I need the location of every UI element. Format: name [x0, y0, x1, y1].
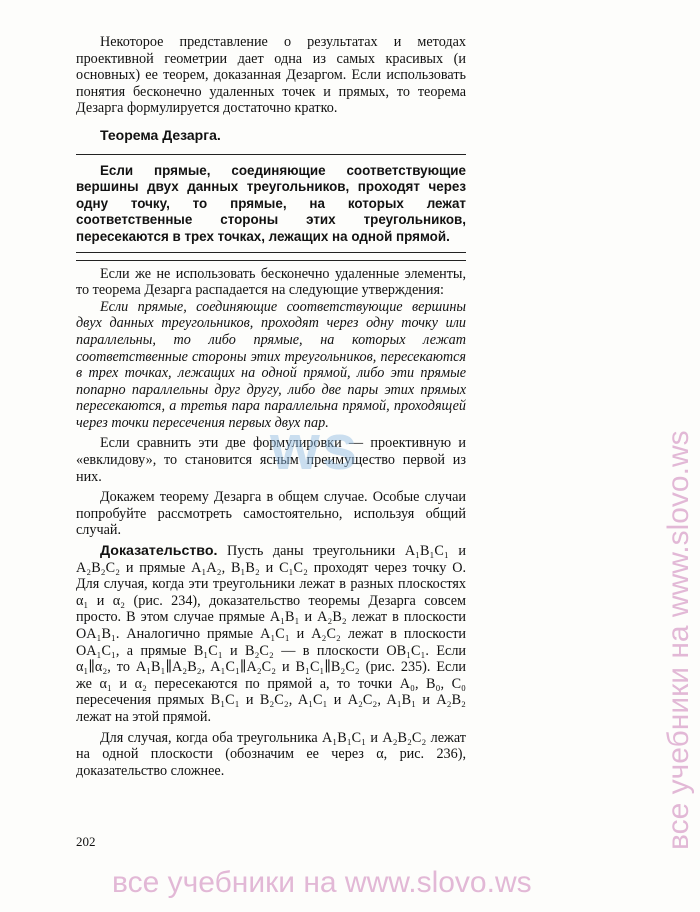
theorem-box [76, 154, 466, 253]
intro-paragraph: Некоторое представление о результатах и методах проективной геометрии дает одна из самых красивых (и основных) ее теорем, доказанная Дезаргом. Если использовать понятия бесконечно удаленных точек и прямых, то теорема Дезарга формулируется достаточно кратко. [76, 34, 466, 117]
split-statement: Если прямые, соединяющие соответствующие вершины двух данных треугольников, проходят через одну точку или параллельны, то либо прямые, на которых лежат соответственные стороны этих треугольников, пересекаются в трех точках, лежащих на одной прямой, либо эти прямые попарно параллельны друг другу, либо две пары этих прямых пересекаются, а третья пара параллельна прямой, проходящей через точки пересечения первых двух пар. [76, 298, 466, 431]
watermark-bottom: все учебники на www.slovo.ws [112, 866, 532, 899]
watermark-center: ws [270, 411, 360, 483]
general-case-paragraph: Докажем теорему Дезарга в общем случае. Особые случаи попробуйте рассмотреть самостоятельно, используя общий случай. [76, 489, 466, 539]
proof-text: Пусть даны треугольники A₁B₁C₁ и A₂B₂C₂ и прямые A₁A₂, B₁B₂ и C₁C₂ проходят через точку O. Для случая, когда эти треугольники лежат в разных плоскостях α₁ и α₂ (рис. 234), доказательство теоремы Дезарга совсем просто. В этом случае прямые A₁B₁ и A₂B₂ лежат в плоскости OA₁B₁. Аналогично прямые A₁C₁ и A₂C₂ лежат в плоскости OA₁C₁, а прямые B₁C₁ и B₂C₂ — в плоскости OB₁C₁. Если α₁∥α₂, то A₁B₁∥A₂B₂, A₁C₁∥A₂C₂ и B₁C₁∥B₂C₂ (рис. 235). Если же α₁ и α₂ пересекаются по прямой a, то точки A₀, B₀, C₀ пересечения прямых B₁C₁ и B₂C₂, A₁C₁ и A₂C₂, A₁B₁ и A₂B₂ лежат на этой прямой. [76, 543, 467, 725]
proof-paragraph [76, 543, 466, 726]
split-intro-paragraph: Если же не использовать бесконечно удаленные элементы, то теорема Дезарга распадается на следующие утверждения: [76, 265, 466, 299]
compare-paragraph: Если сравнить эти две формулировки — проективную и «евклидову», то становится ясным преимущество первой из них. [76, 435, 466, 485]
page-number: 202 [76, 834, 96, 849]
watermark-side: все учебники на www.slovo.ws [662, 430, 695, 850]
proof-label: Доказательство. [100, 543, 218, 560]
plane-case-paragraph: Для случая, когда оба треугольника A₁B₁C₁ и A₂B₂C₂ лежат на одной плоскости (обозначим ее через α, рис. 236), доказательство сложнее. [76, 729, 466, 779]
theorem-statement: Если прямые, соединяющие соответствующие вершины двух данных треугольников, проходят через одну точку, то прямые, на которых лежат соответственные стороны этих треугольников, пересекаются в трех точках, лежащих на одной прямой. [76, 162, 466, 244]
page-content [76, 34, 466, 779]
theorem-title: Теорема Дезарга. [100, 126, 221, 143]
